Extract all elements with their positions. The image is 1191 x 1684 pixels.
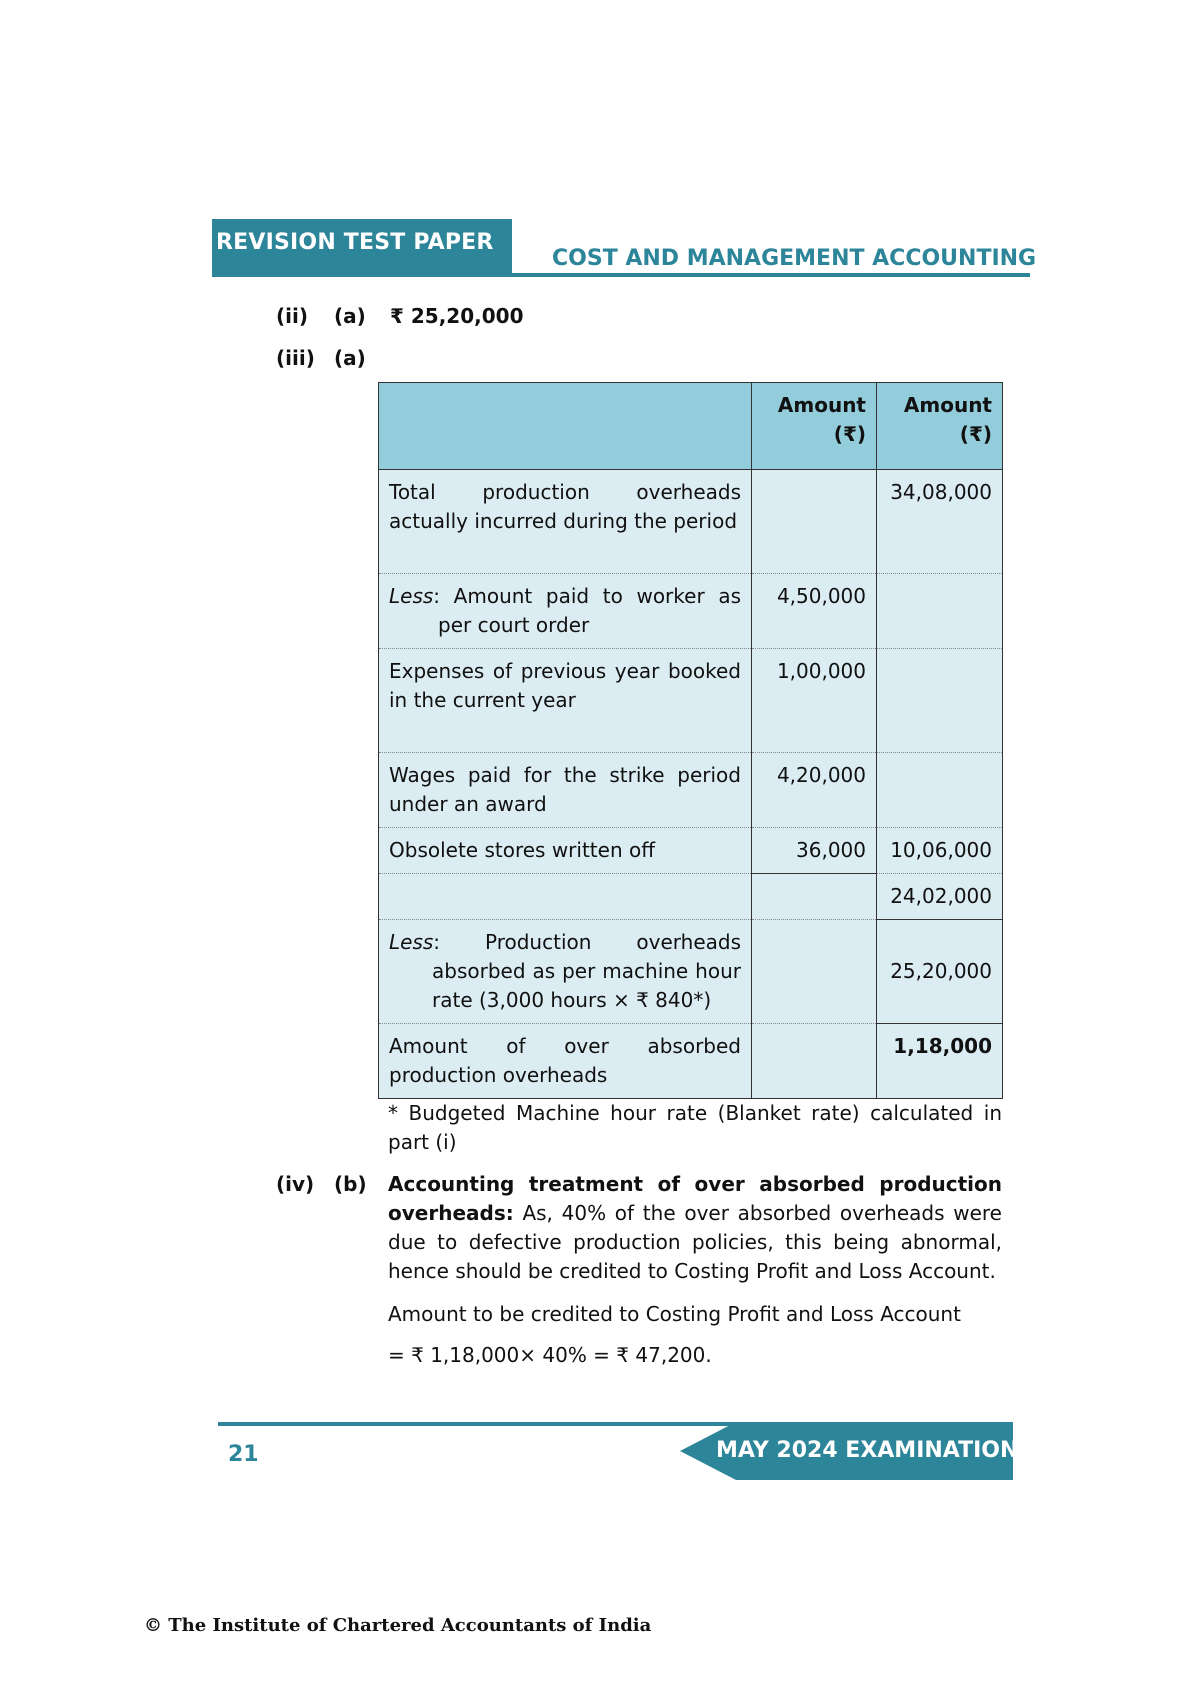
part-iii-option: (a) xyxy=(334,346,366,370)
row-label: Wages paid for the strike period under an award xyxy=(379,753,752,828)
footer-exam: MAY 2024 EXAMINATION xyxy=(716,1438,1019,1463)
table-row xyxy=(379,753,1003,828)
row-col3: 25,20,000 xyxy=(877,920,1003,1024)
row-col3 xyxy=(877,574,1003,649)
table-header-amount-2: Amount (₹) xyxy=(877,383,1003,470)
part-iv-paragraph xyxy=(388,1170,1002,1286)
part-iv-calc: = ₹ 1,18,000× 40% = ₹ 47,200. xyxy=(388,1343,712,1367)
row-col3 xyxy=(877,649,1003,753)
part-iv-number: (iv) xyxy=(276,1172,315,1196)
footnote: * Budgeted Machine hour rate (Blanket rate) calculated in part (i) xyxy=(388,1101,1002,1154)
row-label: Amount of over absorbed production overheads xyxy=(379,1024,752,1099)
part-iv-text: As, 40% of the over absorbed overheads were due to defective production policies, this being abnormal, hence should be credited to Costing Profit and Loss Account. xyxy=(388,1201,1002,1283)
row-col2: 1,00,000 xyxy=(752,649,877,753)
row-col2: 36,000 xyxy=(752,828,877,874)
part-ii-number: (ii) xyxy=(276,304,308,328)
row-label: Expenses of previous year booked in the current year xyxy=(379,649,752,753)
row-col3: 10,06,000 xyxy=(877,828,1003,874)
row-col2 xyxy=(752,874,877,920)
table-header-blank xyxy=(379,383,752,470)
table-header-row xyxy=(379,383,1003,470)
row-label xyxy=(379,874,752,920)
row-col2 xyxy=(752,920,877,1024)
part-iv-heading: Accounting treatment of over absorbed production overheads: xyxy=(388,1172,1002,1225)
table-row xyxy=(379,574,1003,649)
part-ii-answer: ₹ 25,20,000 xyxy=(390,304,524,328)
row-col2 xyxy=(752,470,877,574)
row-col3: 34,08,000 xyxy=(877,470,1003,574)
part-iv-amount-line: Amount to be credited to Costing Profit and Loss Account xyxy=(388,1302,961,1326)
row-label: Total production overheads actually incurred during the period xyxy=(379,470,752,574)
row-col3-total: 1,18,000 xyxy=(877,1024,1003,1099)
row-col2: 4,20,000 xyxy=(752,753,877,828)
row-col3 xyxy=(877,753,1003,828)
row-label: Less: Production overheads absorbed as per machine hour rate (3,000 hours × ₹ 840*) xyxy=(379,920,752,1024)
row-label: Less: Amount paid to worker as per court order xyxy=(379,574,752,649)
row-col2 xyxy=(752,1024,877,1099)
part-iv-option: (b) xyxy=(334,1172,367,1196)
copyright: © The Institute of Chartered Accountants of India xyxy=(144,1615,652,1636)
table-row xyxy=(379,920,1003,1024)
table-row xyxy=(379,649,1003,753)
table-row xyxy=(379,874,1003,920)
part-iii-number: (iii) xyxy=(276,346,315,370)
row-label: Obsolete stores written off xyxy=(379,828,752,874)
table-row xyxy=(379,470,1003,574)
header-left-title: REVISION TEST PAPER xyxy=(216,230,494,255)
header-rule xyxy=(494,273,1030,277)
overheads-table xyxy=(378,382,1003,1099)
table-header-amount-1: Amount (₹) xyxy=(752,383,877,470)
row-col2: 4,50,000 xyxy=(752,574,877,649)
row-col3: 24,02,000 xyxy=(877,874,1003,920)
table-row xyxy=(379,828,1003,874)
part-ii-option: (a) xyxy=(334,304,366,328)
header-right-title: COST AND MANAGEMENT ACCOUNTING xyxy=(552,246,1037,271)
page-number: 21 xyxy=(228,1442,259,1467)
table-row xyxy=(379,1024,1003,1099)
